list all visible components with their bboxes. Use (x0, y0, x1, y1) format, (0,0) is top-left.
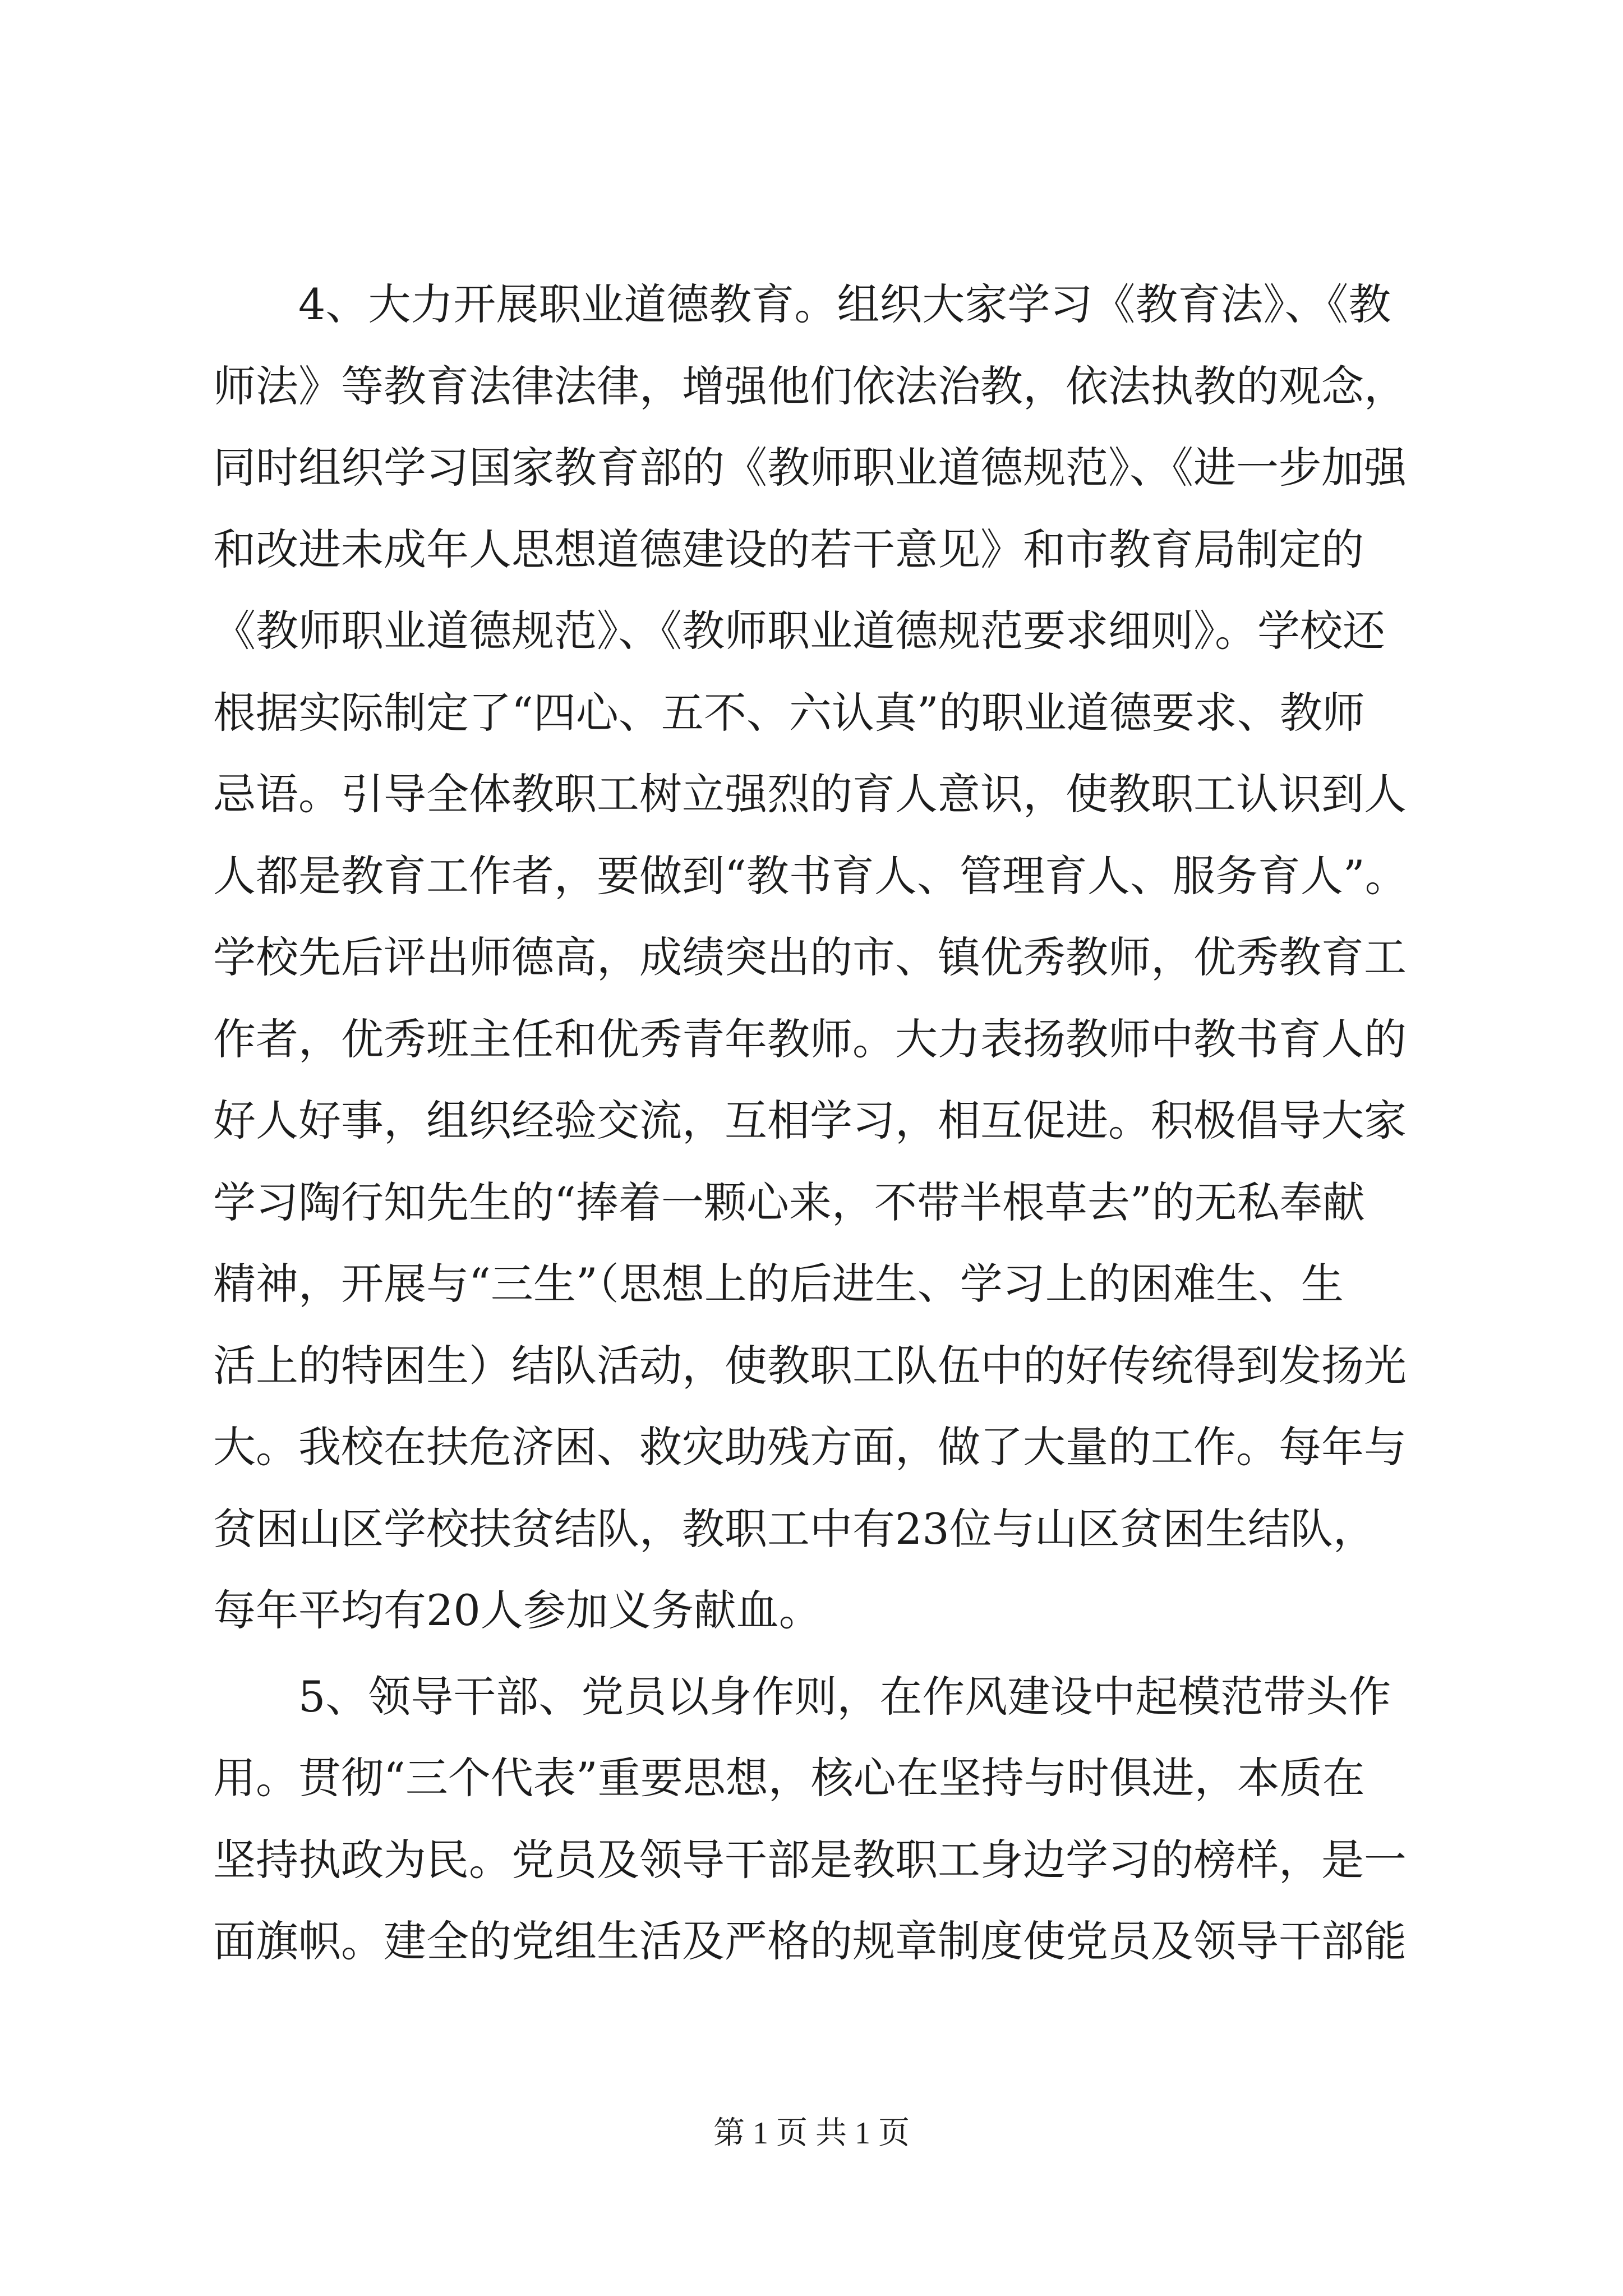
text-line: 用。贯彻“三个代表”重要思想，核心在坚持与时俱进，本质在 (213, 1753, 1365, 1803)
text-line: 面旗帜。建全的党组生活及严格的规章制度使党员及领导干部能 (213, 1916, 1407, 1966)
paragraph-gap (213, 1651, 1436, 1656)
page-number-footer: 第 1 页 共 1 页 (713, 2116, 910, 2151)
text-line: 5、领导干部、党员以身作则，在作风建设中起模范带头作 (213, 1671, 1391, 1722)
text-line: 同时组织学习国家教育部的《教师职业道德规范》、《进一步加强 (213, 443, 1407, 493)
text-line: 大。我校在扶危济困、救灾助残方面，做了大量的工作。每年与 (213, 1422, 1407, 1472)
text-line: 和改进未成年人思想道德建设的若干意见》和市教育局制定的 (213, 524, 1364, 574)
text-line: 活上的特困生）结队活动，使教职工队伍中的好传统得到发扬光 (213, 1340, 1407, 1391)
document-body (213, 264, 1436, 1982)
text-line: 人都是教育工作者，要做到“教书育人、管理育人、服务育人”。 (213, 850, 1408, 901)
text-line: 每年平均有20人参加义务献血。 (213, 1585, 822, 1635)
text-line: 师法》等教育法律法律，增强他们依法治教，依法执教的观念， (213, 361, 1407, 411)
text-line: 精神，开展与“三生”（思想上的后进生、学习上的困难生、生 (213, 1259, 1344, 1309)
text-line: 贫困山区学校扶贫结队，教职工中有23位与山区贫困生结队， (213, 1503, 1376, 1554)
text-line: 根据实际制定了“四心、五不、六认真”的职业道德要求、教师 (213, 687, 1365, 738)
text-line: 4、大力开展职业道德教育。组织大家学习《教育法》、《教 (213, 279, 1391, 329)
text-line: 学习陶行知先生的“捧着一颗心来，不带半根草去”的无私奉献 (213, 1177, 1365, 1227)
text-line: 坚持执政为民。党员及领导干部是教职工身边学习的榜样，是一 (213, 1834, 1407, 1885)
text-line: 作者，优秀班主任和优秀青年教师。大力表扬教师中教书育人的 (213, 1014, 1407, 1064)
text-line: 学校先后评出师德高，成绩突出的市、镇优秀教师，优秀教育工 (213, 932, 1407, 982)
text-line: 好人好事，组织经验交流，互相学习，相互促进。积极倡导大家 (213, 1096, 1407, 1145)
text-line: 《教师职业道德规范》、《教师职业道德规范要求细则》。学校还 (213, 606, 1385, 656)
text-line: 忌语。引导全体教职工树立强烈的育人意识，使教职工认识到人 (213, 769, 1407, 819)
